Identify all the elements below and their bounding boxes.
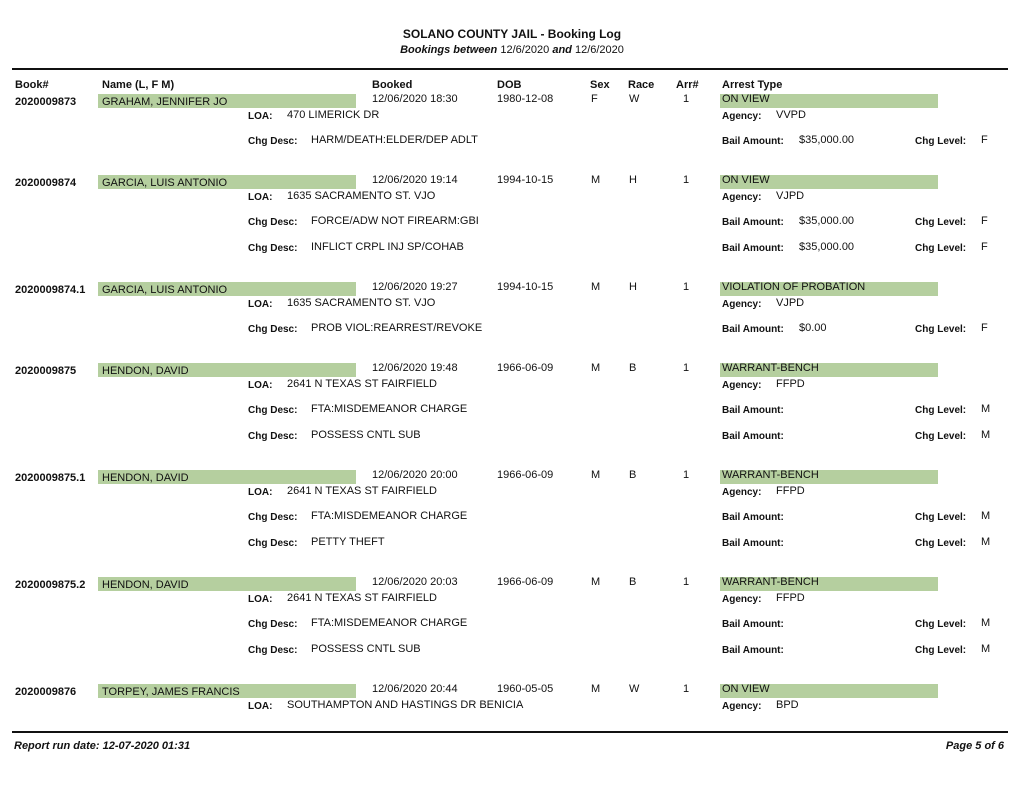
bail-amount-value: $35,000.00 bbox=[799, 215, 855, 227]
chg-desc-label: Chg Desc: bbox=[248, 324, 298, 335]
booked-datetime: 12/06/2020 18:30 bbox=[372, 93, 458, 105]
loa-value: 470 LIMERICK DR bbox=[287, 109, 380, 121]
agency-value: BPD bbox=[776, 699, 799, 711]
bail-amount-value: $35,000.00 bbox=[799, 134, 855, 146]
booked-datetime: 12/06/2020 20:03 bbox=[372, 576, 458, 588]
arr-value: 1 bbox=[683, 576, 690, 588]
col-header-race: Race bbox=[628, 79, 655, 91]
chg-level-label: Chg Level: bbox=[915, 512, 967, 523]
chg-level-value: F bbox=[981, 241, 988, 253]
book-number: 2020009876 bbox=[15, 686, 77, 698]
bail-amount-label: Bail Amount: bbox=[722, 512, 784, 523]
race-value: B bbox=[629, 362, 637, 374]
inmate-name: GRAHAM, JENNIFER JO bbox=[102, 96, 228, 108]
agency-value: VVPD bbox=[776, 109, 806, 121]
inmate-name: HENDON, DAVID bbox=[102, 579, 189, 591]
chg-desc-value: FTA:MISDEMEANOR CHARGE bbox=[311, 510, 468, 522]
sex-value: F bbox=[591, 93, 598, 105]
subtitle-prefix: Bookings between bbox=[400, 44, 498, 56]
loa-value: 2641 N TEXAS ST FAIRFIELD bbox=[287, 485, 437, 497]
arrest-type: ON VIEW bbox=[722, 683, 770, 695]
dob-value: 1966-06-09 bbox=[497, 576, 554, 588]
booked-datetime: 12/06/2020 19:27 bbox=[372, 281, 458, 293]
chg-desc-label: Chg Desc: bbox=[248, 405, 298, 416]
bail-amount-label: Bail Amount: bbox=[722, 136, 784, 147]
report-title: SOLANO COUNTY JAIL - Booking Log bbox=[402, 27, 622, 41]
sex-value: M bbox=[591, 174, 601, 186]
chg-level-value: F bbox=[981, 134, 988, 146]
bail-amount-label: Bail Amount: bbox=[722, 645, 784, 656]
arr-value: 1 bbox=[683, 683, 690, 695]
agency-label: Agency: bbox=[722, 701, 762, 712]
book-number: 2020009875.1 bbox=[15, 472, 86, 484]
arr-value: 1 bbox=[683, 469, 690, 481]
loa-label: LOA: bbox=[248, 487, 273, 498]
subtitle-and: and bbox=[552, 44, 572, 56]
report-run-date: Report run date: 12-07-2020 01:31 bbox=[14, 740, 191, 752]
chg-desc-label: Chg Desc: bbox=[248, 645, 298, 656]
dob-value: 1994-10-15 bbox=[497, 281, 554, 293]
footer-rule bbox=[12, 731, 1008, 733]
loa-label: LOA: bbox=[248, 594, 273, 605]
sex-value: M bbox=[591, 683, 601, 695]
col-header-booked: Booked bbox=[372, 79, 413, 91]
loa-label: LOA: bbox=[248, 111, 273, 122]
col-header-book: Book# bbox=[15, 79, 49, 91]
chg-desc-label: Chg Desc: bbox=[248, 538, 298, 549]
race-value: H bbox=[629, 281, 637, 293]
race-value: H bbox=[629, 174, 637, 186]
bail-amount-value: $0.00 bbox=[799, 322, 827, 334]
chg-level-value: M bbox=[981, 429, 991, 441]
arrest-type: WARRANT-BENCH bbox=[722, 362, 819, 374]
sex-value: M bbox=[591, 281, 601, 293]
booked-datetime: 12/06/2020 19:14 bbox=[372, 174, 458, 186]
loa-label: LOA: bbox=[248, 299, 273, 310]
chg-level-value: F bbox=[981, 322, 988, 334]
bail-amount-label: Bail Amount: bbox=[722, 431, 784, 442]
chg-level-value: F bbox=[981, 215, 988, 227]
date-to: 12/6/2020 bbox=[574, 44, 624, 56]
agency-label: Agency: bbox=[722, 380, 762, 391]
chg-level-label: Chg Level: bbox=[915, 324, 967, 335]
page-number: Page 5 of 6 bbox=[945, 740, 1004, 752]
book-number: 2020009873 bbox=[15, 96, 77, 108]
chg-level-label: Chg Level: bbox=[915, 243, 967, 254]
dob-value: 1960-05-05 bbox=[497, 683, 554, 695]
chg-level-label: Chg Level: bbox=[915, 431, 967, 442]
loa-label: LOA: bbox=[248, 701, 273, 712]
chg-desc-label: Chg Desc: bbox=[248, 136, 298, 147]
book-number: 2020009874.1 bbox=[15, 284, 86, 296]
chg-desc-label: Chg Desc: bbox=[248, 243, 298, 254]
arrest-type: ON VIEW bbox=[722, 93, 770, 105]
sex-value: M bbox=[591, 469, 601, 481]
agency-value: FFPD bbox=[776, 592, 805, 604]
sex-value: M bbox=[591, 362, 601, 374]
chg-desc-value: PETTY THEFT bbox=[311, 536, 385, 548]
chg-level-label: Chg Level: bbox=[915, 405, 967, 416]
col-header-arrest-type: Arrest Type bbox=[722, 79, 783, 91]
inmate-name: GARCIA, LUIS ANTONIO bbox=[102, 177, 228, 189]
loa-value: 2641 N TEXAS ST FAIRFIELD bbox=[287, 592, 437, 604]
agency-value: FFPD bbox=[776, 485, 805, 497]
book-number: 2020009875.2 bbox=[15, 579, 86, 591]
race-value: W bbox=[629, 93, 640, 105]
chg-level-value: M bbox=[981, 510, 991, 522]
chg-desc-value: INFLICT CRPL INJ SP/COHAB bbox=[311, 241, 464, 253]
book-number: 2020009874 bbox=[15, 177, 77, 189]
chg-level-value: M bbox=[981, 403, 991, 415]
inmate-name: GARCIA, LUIS ANTONIO bbox=[102, 284, 228, 296]
agency-label: Agency: bbox=[722, 192, 762, 203]
chg-level-value: M bbox=[981, 617, 991, 629]
chg-desc-value: POSSESS CNTL SUB bbox=[311, 429, 421, 441]
chg-desc-value: FTA:MISDEMEANOR CHARGE bbox=[311, 617, 468, 629]
agency-label: Agency: bbox=[722, 111, 762, 122]
chg-desc-value: FORCE/ADW NOT FIREARM:GBI bbox=[311, 215, 479, 227]
loa-value: 1635 SACRAMENTO ST. VJO bbox=[287, 190, 436, 202]
report-subtitle bbox=[0, 44, 1024, 56]
arrest-type: WARRANT-BENCH bbox=[722, 469, 819, 481]
booked-datetime: 12/06/2020 20:00 bbox=[372, 469, 458, 481]
arr-value: 1 bbox=[683, 174, 690, 186]
loa-label: LOA: bbox=[248, 192, 273, 203]
chg-level-label: Chg Level: bbox=[915, 645, 967, 656]
chg-level-value: M bbox=[981, 536, 991, 548]
bail-amount-label: Bail Amount: bbox=[722, 324, 784, 335]
bail-amount-label: Bail Amount: bbox=[722, 405, 784, 416]
dob-value: 1966-06-09 bbox=[497, 469, 554, 481]
chg-desc-label: Chg Desc: bbox=[248, 217, 298, 228]
agency-label: Agency: bbox=[722, 299, 762, 310]
chg-desc-value: PROB VIOL:REARREST/REVOKE bbox=[311, 322, 483, 334]
arrest-type: ON VIEW bbox=[722, 174, 770, 186]
race-value: W bbox=[629, 683, 640, 695]
agency-value: VJPD bbox=[776, 190, 805, 202]
dob-value: 1994-10-15 bbox=[497, 174, 554, 186]
chg-level-label: Chg Level: bbox=[915, 538, 967, 549]
col-header-sex: Sex bbox=[590, 79, 610, 91]
loa-value: SOUTHAMPTON AND HASTINGS DR BENICIA bbox=[287, 699, 524, 711]
booked-datetime: 12/06/2020 19:48 bbox=[372, 362, 458, 374]
col-header-name: Name (L, F M) bbox=[102, 79, 175, 91]
chg-desc-label: Chg Desc: bbox=[248, 512, 298, 523]
race-value: B bbox=[629, 469, 637, 481]
inmate-name: HENDON, DAVID bbox=[102, 365, 189, 377]
date-from: 12/6/2020 bbox=[500, 44, 550, 56]
dob-value: 1966-06-09 bbox=[497, 362, 554, 374]
bail-amount-label: Bail Amount: bbox=[722, 217, 784, 228]
chg-desc-label: Chg Desc: bbox=[248, 431, 298, 442]
agency-value: FFPD bbox=[776, 378, 805, 390]
chg-desc-value: POSSESS CNTL SUB bbox=[311, 643, 421, 655]
sex-value: M bbox=[591, 576, 601, 588]
chg-desc-value: FTA:MISDEMEANOR CHARGE bbox=[311, 403, 468, 415]
loa-value: 1635 SACRAMENTO ST. VJO bbox=[287, 297, 436, 309]
loa-value: 2641 N TEXAS ST FAIRFIELD bbox=[287, 378, 437, 390]
arr-value: 1 bbox=[683, 281, 690, 293]
book-number: 2020009875 bbox=[15, 365, 77, 377]
chg-level-value: M bbox=[981, 643, 991, 655]
inmate-name: HENDON, DAVID bbox=[102, 472, 189, 484]
arr-value: 1 bbox=[683, 93, 690, 105]
arr-value: 1 bbox=[683, 362, 690, 374]
col-header-dob: DOB bbox=[497, 79, 522, 91]
chg-level-label: Chg Level: bbox=[915, 217, 967, 228]
dob-value: 1980-12-08 bbox=[497, 93, 554, 105]
loa-label: LOA: bbox=[248, 380, 273, 391]
race-value: B bbox=[629, 576, 637, 588]
inmate-name: TORPEY, JAMES FRANCIS bbox=[102, 686, 240, 698]
bail-amount-label: Bail Amount: bbox=[722, 243, 784, 254]
chg-desc-label: Chg Desc: bbox=[248, 619, 298, 630]
agency-value: VJPD bbox=[776, 297, 805, 309]
chg-desc-value: HARM/DEATH:ELDER/DEP ADLT bbox=[311, 134, 478, 146]
arrest-type: VIOLATION OF PROBATION bbox=[722, 281, 866, 293]
header-rule bbox=[12, 68, 1008, 70]
col-header-arr: Arr# bbox=[676, 79, 699, 91]
booked-datetime: 12/06/2020 20:44 bbox=[372, 683, 458, 695]
chg-level-label: Chg Level: bbox=[915, 619, 967, 630]
bail-amount-value: $35,000.00 bbox=[799, 241, 855, 253]
chg-level-label: Chg Level: bbox=[915, 136, 967, 147]
bail-amount-label: Bail Amount: bbox=[722, 538, 784, 549]
agency-label: Agency: bbox=[722, 487, 762, 498]
agency-label: Agency: bbox=[722, 594, 762, 605]
arrest-type: WARRANT-BENCH bbox=[722, 576, 819, 588]
bail-amount-label: Bail Amount: bbox=[722, 619, 784, 630]
